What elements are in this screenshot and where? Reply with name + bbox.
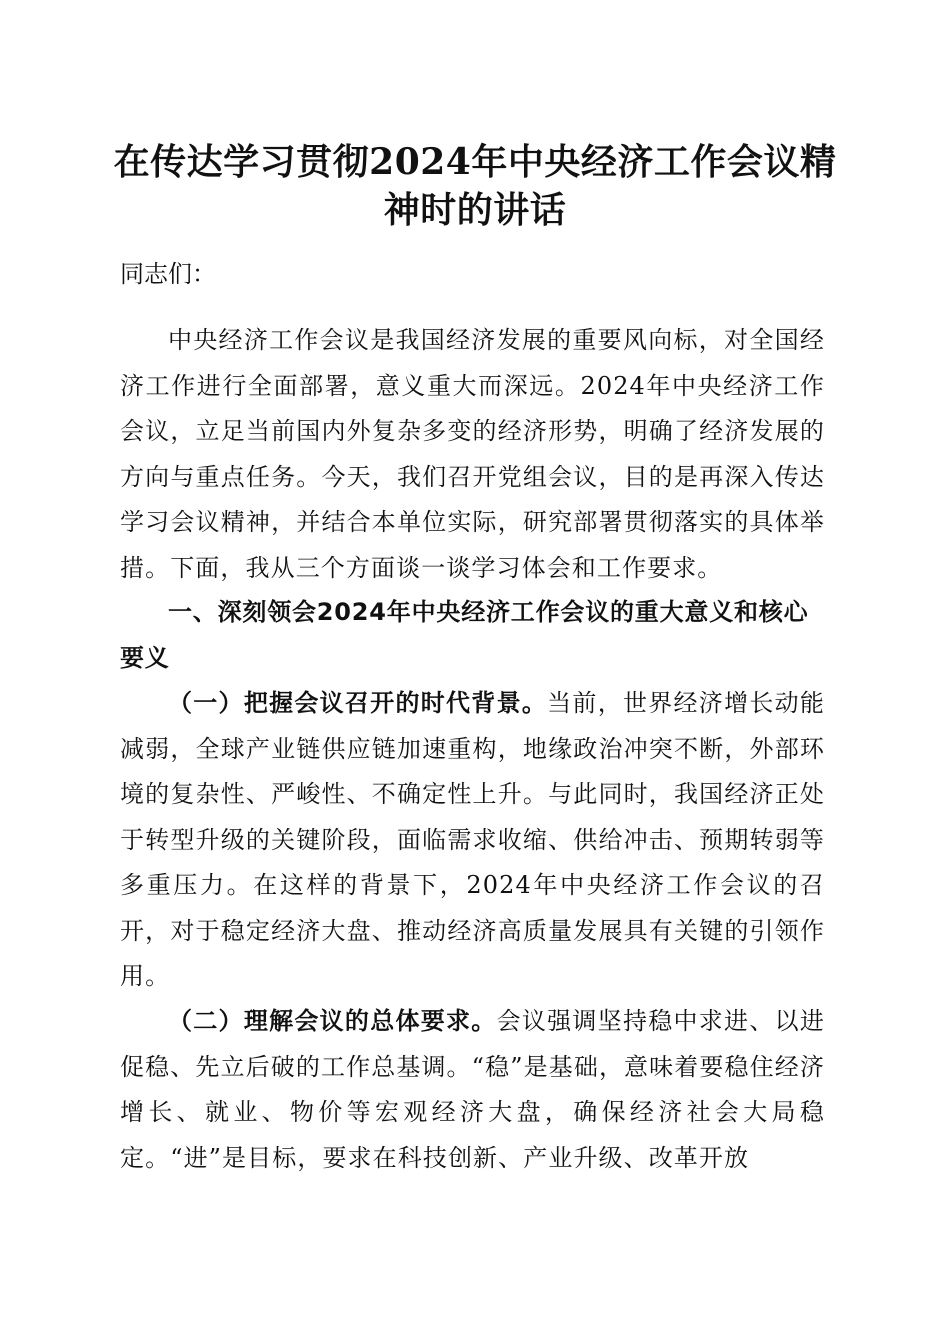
- subsection-lead-2: （二）理解会议的总体要求。: [168, 1006, 497, 1035]
- subsection-lead-1: （一）把握会议召开的时代背景。: [168, 688, 548, 717]
- subsection-paragraph-1: [120, 680, 825, 1000]
- document-title: 在传达学习贯彻2024年中央经济工作会议精神时的讲话: [113, 141, 837, 231]
- intro-paragraph: 中央经济工作会议是我国经济发展的重要风向标，对全国经济工作进行全面部署，意义重大而深远。2024年中央经济工作会议，立足当前国内外复杂多变的经济形势，明确了经济发展的方向与重点任务。今天，我们召开党组会议，目的是再深入传达学习会议精神，并结合本单位实际，研究部署贯彻落实的具体举措。下面，我从三个方面谈一谈学习体会和工作要求。: [120, 326, 825, 582]
- subsection-body-1: 当前，世界经济增长动能减弱，全球产业链供应链加速重构，地缘政治冲突不断，外部环境的复杂性、严峻性、不确定性上升。与此同时，我国经济正处于转型升级的关键阶段，面临需求收缩、供给冲击、预期转弱等多重压力。在这样的背景下，2024年中央经济工作会议的召开，对于稳定经济大盘、推动经济高质量发展具有关键的引领作用。: [120, 689, 825, 990]
- section-heading-1: 一、深刻领会2024年中央经济工作会议的重大意义和核心要义: [120, 598, 809, 672]
- subsection-body-2: 会议强调坚持稳中求进、以进促稳、先立后破的工作总基调。“稳”是基础，意味着要稳住经济增长、就业、物价等宏观经济大盘，确保经济社会大局稳定。“进”是目标，要求在科技创新、产业升级、改革开放: [120, 1007, 825, 1172]
- salutation: 同志们：: [120, 260, 216, 288]
- subsection-paragraph-2: [120, 998, 825, 1181]
